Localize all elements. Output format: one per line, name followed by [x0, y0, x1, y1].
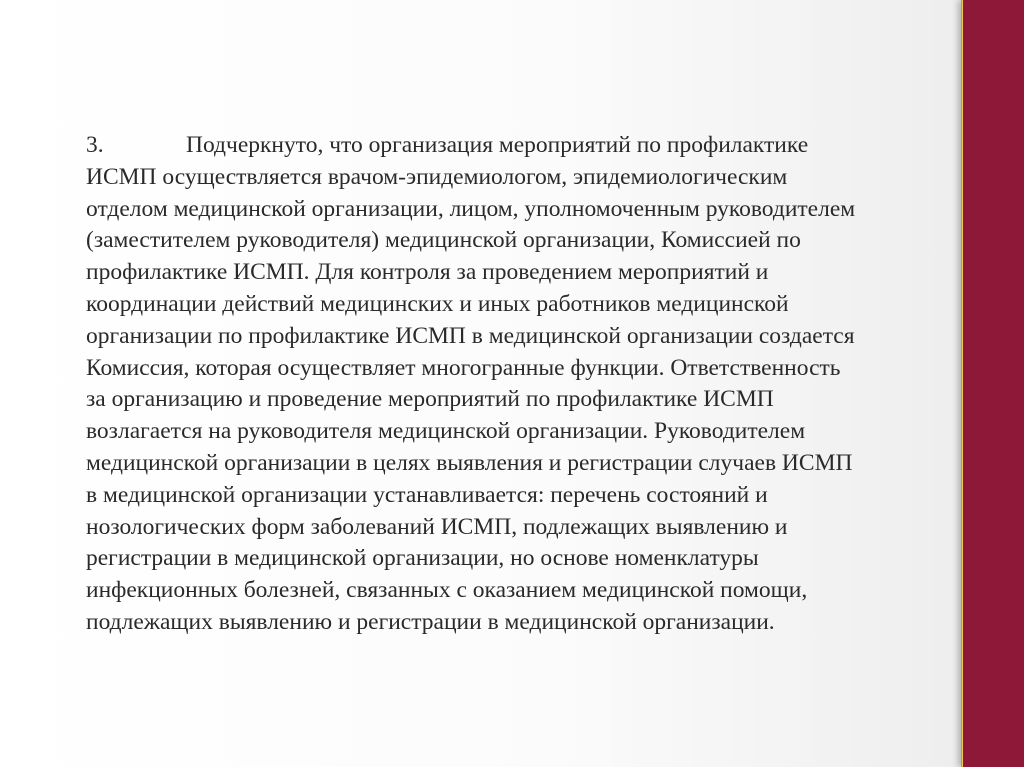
text-line-1-content: Подчеркнуто, что организация мероприятий по профилактике — [186, 132, 809, 158]
item-number: 3. — [86, 132, 104, 158]
text-line-5: профилактике ИСМП. Для контроля за проведением мероприятий и — [86, 259, 769, 286]
text-line-11: медицинской организации в целях выявления и регистрации случаев ИСМП — [86, 449, 853, 476]
text-line-4: (заместителем руководителя) медицинской организации, Комиссией по — [86, 227, 801, 254]
text-line-7: организации по профилактике ИСМП в медицинской организации создается — [86, 322, 855, 349]
text-line-6: координации действий медицинских и иных работников медицинской — [86, 290, 789, 317]
slide-text-block — [86, 130, 946, 639]
text-line-1 — [86, 130, 946, 162]
accent-side-bar — [963, 0, 1024, 767]
text-line-14: регистрации в медицинской организации, но основе номенклатуры — [86, 545, 759, 572]
text-line-9: за организацию и проведение мероприятий по профилактике ИСМП — [86, 386, 774, 413]
text-line-13: нозологических форм заболеваний ИСМП, подлежащих выявлению и — [86, 513, 788, 540]
text-line-12: в медицинской организации устанавливается: перечень состояний и — [86, 481, 768, 508]
text-line-10: возлагается на руководителя медицинской организации. Руководителем — [86, 418, 806, 445]
text-line-16: подлежащих выявлению и регистрации в медицинской организации. — [86, 608, 775, 635]
text-line-15: инфекционных болезней, связанных с оказанием медицинской помощи, — [86, 577, 808, 604]
text-line-2: ИСМП осуществляется врачом-эпидемиологом, эпидемиологическим — [86, 163, 788, 190]
text-line-3: отделом медицинской организации, лицом, уполномоченным руководителем — [86, 195, 856, 222]
text-line-8: Комиссия, которая осуществляет многогранные функции. Ответственность — [86, 354, 841, 381]
